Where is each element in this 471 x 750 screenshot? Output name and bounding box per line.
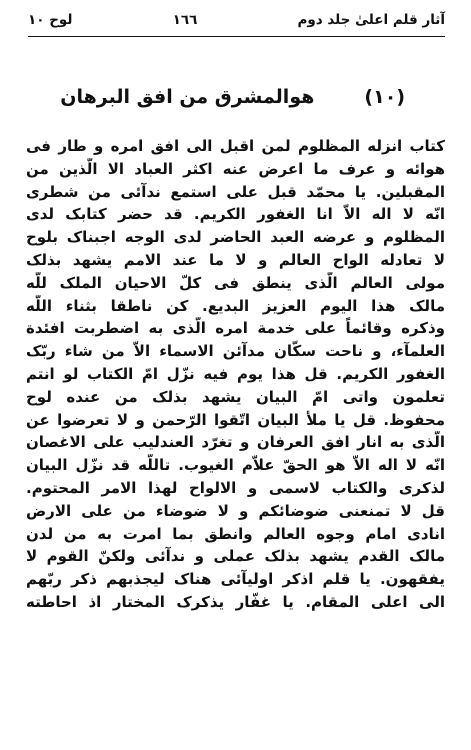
- page-header: [28, 8, 445, 32]
- section-title: هوالمشرق من افق البرهان: [60, 86, 315, 108]
- text-line: الی اعلی المقام. یا غفّار یذکرک المختار اذ احاطته: [26, 592, 445, 611]
- text-line: مالک هذا الیوم العزیز البدیع. کن ناطقا بثناء اللّه: [26, 296, 445, 315]
- text-line: هوائه و عرف ما اعرض عنه اکثر العباد الا الّذین من: [26, 159, 445, 178]
- text-line: مالک القدم یشهد بذلک عملی و ندآئی ولکنّ القوم لا: [26, 547, 445, 566]
- text-line: محفوظ. قل یا ملأ البیان اتّقوا الرّحمن و لا تعرضوا عن: [26, 410, 445, 429]
- text-line: وذکره وقائماً علی خدمة امره الّذی به اضطربت افئدة: [26, 319, 445, 338]
- text-line: الّذی به انار افق العرفان و تغرّد العندلیب علی الاغصان: [26, 433, 445, 452]
- header-rule: [28, 36, 445, 38]
- page-number: ١٦٦: [172, 12, 198, 28]
- section-number: (١٠): [364, 86, 405, 108]
- text-line: لذکری والکتاب لاسمی و الالواح لهذا الامر المحتوم.: [26, 478, 445, 497]
- text-line: انادی امام وجوه العالم وانطق بما امرت به من لدن: [26, 524, 445, 543]
- book-title: آثار قلم اعلیٰ جلد دوم: [297, 12, 445, 28]
- text-line: الغفور الکریم. قل هذا یوم فیه نزّل امّ الکتاب لو انتم: [26, 364, 445, 383]
- section-heading: [28, 82, 445, 112]
- text-line: العلمآء، و ناحت سکّان مدآئن الاسماء الاّ من شاء ربّک: [26, 342, 445, 361]
- text-line: المقبلین. یا محمّد قبل علی استمع ندآئی من شطری: [26, 182, 445, 201]
- text-line: لا تعادله الواح العالم و لا ما عند الامم یشهد بذلک: [26, 250, 445, 269]
- tablet-label: لوح ١٠: [28, 12, 73, 28]
- text-line: کتاب انزله المظلوم لمن اقبل الی افق امره و طار فی: [26, 137, 445, 155]
- text-line: یفقهون. یا قلم اذکر اولیآئی هناک لیجذبهم ذکر ربّهم: [26, 570, 445, 589]
- body-text: [26, 135, 445, 614]
- text-line: مولی العالم الّذی ینطق فی کلّ الاحیان الملک للّه: [26, 273, 445, 292]
- text-line: انّه لا اله الاّ انا الغفور الکریم. قد حضر کتابک لدی: [26, 205, 445, 224]
- text-line: المظلوم و عرضه العبد الحاضر لدی الوجه اجبناک بلوح: [26, 228, 445, 247]
- text-line: انّه لا اله الاّ هو الحقّ علاّم الغیوب. تاللّه قد نزّل البیان: [26, 456, 445, 475]
- text-line: تعلمون واتی امّ البیان یشهد بذلک من عنده لوح: [26, 387, 445, 406]
- text-line: قل لا تمنعنی ضوضائکم و لا ضوضاء من علی الارض: [26, 501, 445, 520]
